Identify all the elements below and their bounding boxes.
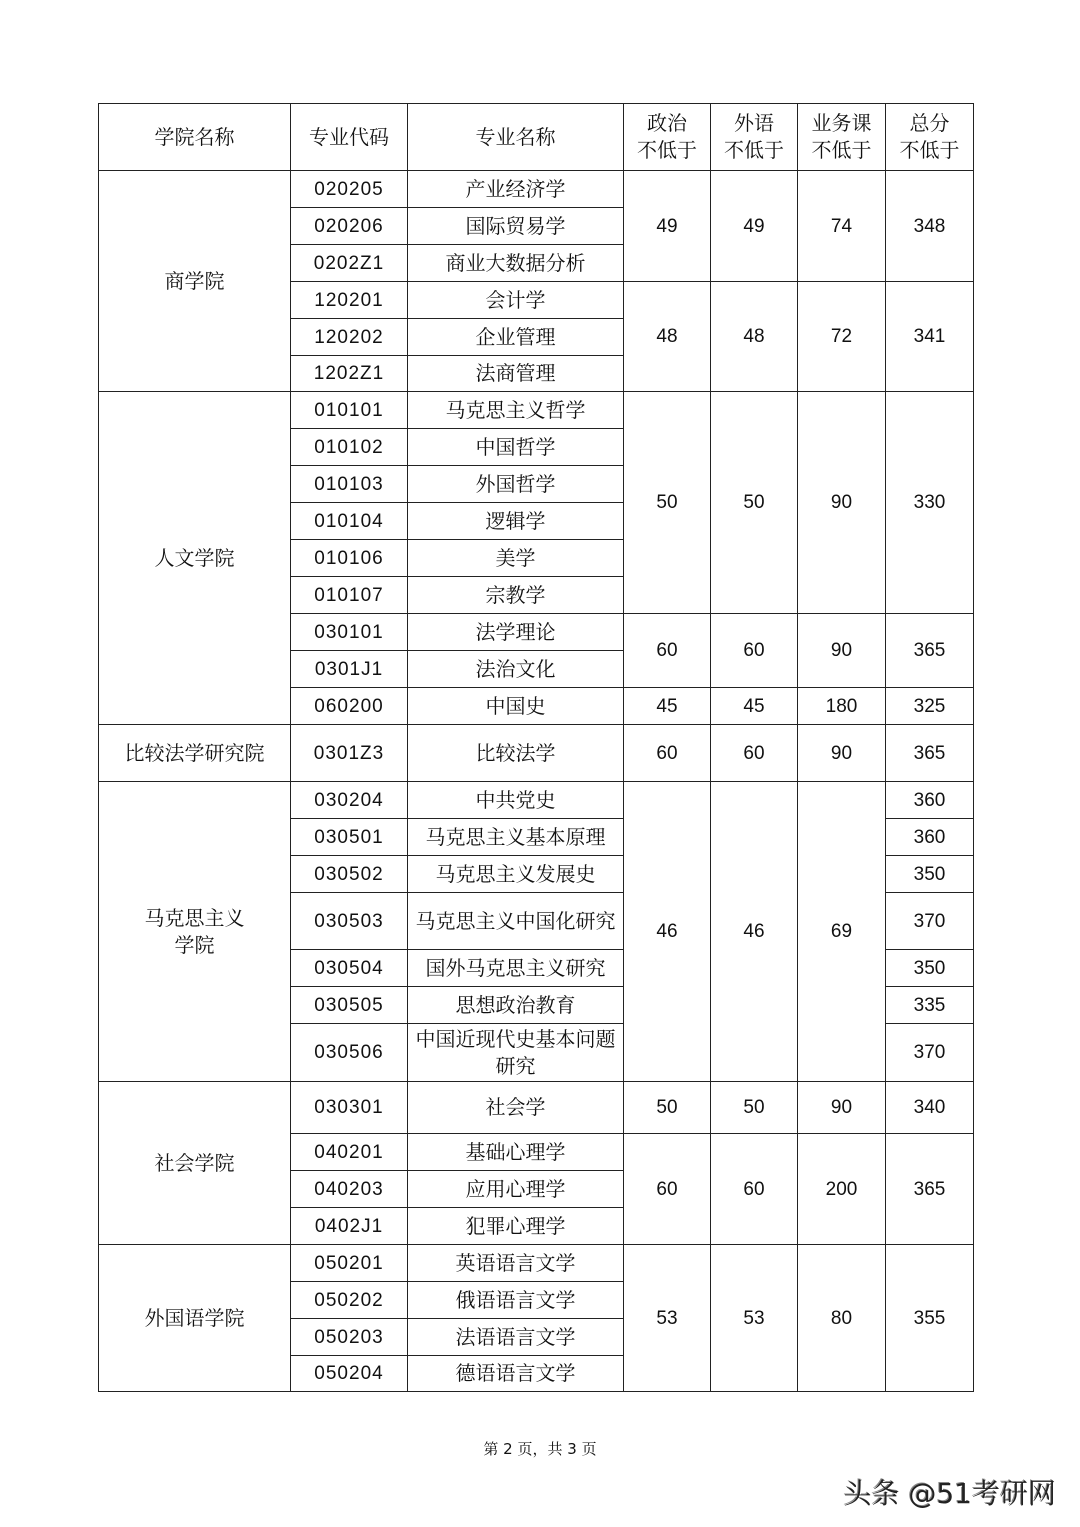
major-name: 德语语言文学 xyxy=(408,1356,624,1392)
major-name: 逻辑学 xyxy=(408,503,624,540)
total-min-score: 350 xyxy=(886,856,974,893)
course-min-score: 80 xyxy=(798,1245,886,1392)
header-college: 学院名称 xyxy=(99,104,291,171)
college-name-text: 人文学院 xyxy=(154,545,235,570)
page-number: 第 2 页，共 3 页 xyxy=(483,1440,597,1458)
major-code: 010102 xyxy=(291,429,408,466)
total-min-score: 341 xyxy=(886,282,974,392)
major-name: 企业管理 xyxy=(408,319,624,356)
major-code: 010106 xyxy=(291,540,408,577)
politics-min-score: 49 xyxy=(624,171,711,282)
total-min-score: 355 xyxy=(886,1245,974,1392)
major-code: 060200 xyxy=(291,688,408,725)
course-min-score: 200 xyxy=(798,1134,886,1245)
header-politics: 政治 不低于 xyxy=(624,104,711,171)
major-code: 050201 xyxy=(291,1245,408,1282)
major-code: 0402J1 xyxy=(291,1208,408,1245)
major-code: 030503 xyxy=(291,893,408,950)
major-name: 法商管理 xyxy=(408,356,624,392)
major-code: 030504 xyxy=(291,950,408,987)
total-min-score: 335 xyxy=(886,987,974,1024)
college-name-text: 比较法学研究院 xyxy=(124,740,265,765)
major-name: 马克思主义基本原理 xyxy=(408,819,624,856)
total-min-score: 330 xyxy=(886,392,974,614)
major-code: 020206 xyxy=(291,208,408,245)
politics-min-score: 50 xyxy=(624,1082,711,1134)
college-name-text: 商学院 xyxy=(164,268,225,293)
header-major: 专业名称 xyxy=(408,104,624,171)
table-header-row xyxy=(99,104,974,171)
major-name: 外国哲学 xyxy=(408,466,624,503)
table-row xyxy=(99,782,974,819)
table-row xyxy=(99,392,974,429)
major-name: 比较法学 xyxy=(408,725,624,782)
foreign-min-score: 60 xyxy=(711,725,798,782)
foreign-min-score: 50 xyxy=(711,1082,798,1134)
major-name: 会计学 xyxy=(408,282,624,319)
college-name-text: 外国语学院 xyxy=(144,1305,245,1330)
total-min-score: 360 xyxy=(886,782,974,819)
major-code: 0301Z3 xyxy=(291,725,408,782)
header-code: 专业代码 xyxy=(291,104,408,171)
major-code: 050203 xyxy=(291,1319,408,1356)
major-code: 040203 xyxy=(291,1171,408,1208)
major-code: 010104 xyxy=(291,503,408,540)
course-min-score: 90 xyxy=(798,1082,886,1134)
major-name: 犯罪心理学 xyxy=(408,1208,624,1245)
major-name: 法语语言文学 xyxy=(408,1319,624,1356)
major-name: 商业大数据分析 xyxy=(408,245,624,282)
major-code: 010101 xyxy=(291,392,408,429)
major-name: 中国哲学 xyxy=(408,429,624,466)
college-name xyxy=(99,392,291,725)
major-name: 思想政治教育 xyxy=(408,987,624,1024)
foreign-min-score: 48 xyxy=(711,282,798,392)
header-course: 业务课 不低于 xyxy=(798,104,886,171)
college-name xyxy=(99,725,291,782)
politics-min-score: 53 xyxy=(624,1245,711,1392)
course-min-score: 90 xyxy=(798,392,886,614)
total-min-score: 365 xyxy=(886,1134,974,1245)
major-code: 050204 xyxy=(291,1356,408,1392)
politics-min-score: 45 xyxy=(624,688,711,725)
major-code: 040201 xyxy=(291,1134,408,1171)
watermark: 头条 @51考研网 xyxy=(843,1477,1056,1510)
foreign-min-score: 46 xyxy=(711,782,798,1082)
major-name: 马克思主义哲学 xyxy=(408,392,624,429)
college-name xyxy=(99,1245,291,1392)
major-code: 120201 xyxy=(291,282,408,319)
major-name: 基础心理学 xyxy=(408,1134,624,1171)
foreign-min-score: 53 xyxy=(711,1245,798,1392)
major-name: 马克思主义发展史 xyxy=(408,856,624,893)
total-min-score: 325 xyxy=(886,688,974,725)
header-foreign: 外语 不低于 xyxy=(711,104,798,171)
total-min-score: 370 xyxy=(886,893,974,950)
table-row xyxy=(99,1245,974,1282)
politics-min-score: 50 xyxy=(624,392,711,614)
college-name xyxy=(99,1082,291,1245)
major-code: 1202Z1 xyxy=(291,356,408,392)
major-name: 宗教学 xyxy=(408,577,624,614)
course-min-score: 90 xyxy=(798,725,886,782)
foreign-min-score: 49 xyxy=(711,171,798,282)
major-code: 0202Z1 xyxy=(291,245,408,282)
total-min-score: 348 xyxy=(886,171,974,282)
major-code: 020205 xyxy=(291,171,408,208)
major-code: 030506 xyxy=(291,1024,408,1082)
major-code: 010107 xyxy=(291,577,408,614)
header-total: 总分 不低于 xyxy=(886,104,974,171)
politics-min-score: 48 xyxy=(624,282,711,392)
politics-min-score: 60 xyxy=(624,614,711,688)
major-name: 法学理论 xyxy=(408,614,624,651)
total-min-score: 365 xyxy=(886,614,974,688)
major-name: 法治文化 xyxy=(408,651,624,688)
politics-min-score: 60 xyxy=(624,725,711,782)
college-name-text: 马克思主义学院 xyxy=(144,905,245,957)
total-min-score: 365 xyxy=(886,725,974,782)
table-row xyxy=(99,1082,974,1134)
major-code: 030501 xyxy=(291,819,408,856)
politics-min-score: 46 xyxy=(624,782,711,1082)
course-min-score: 72 xyxy=(798,282,886,392)
major-name: 美学 xyxy=(408,540,624,577)
table-row xyxy=(99,171,974,208)
foreign-min-score: 60 xyxy=(711,1134,798,1245)
total-min-score: 370 xyxy=(886,1024,974,1082)
course-min-score: 180 xyxy=(798,688,886,725)
foreign-min-score: 50 xyxy=(711,392,798,614)
major-name: 社会学 xyxy=(408,1082,624,1134)
course-min-score: 69 xyxy=(798,782,886,1082)
politics-min-score: 60 xyxy=(624,1134,711,1245)
college-name xyxy=(99,171,291,392)
major-name: 应用心理学 xyxy=(408,1171,624,1208)
score-table xyxy=(98,103,974,1392)
major-name: 英语语言文学 xyxy=(408,1245,624,1282)
table-row xyxy=(99,725,974,782)
foreign-min-score: 60 xyxy=(711,614,798,688)
major-code: 030301 xyxy=(291,1082,408,1134)
major-name: 产业经济学 xyxy=(408,171,624,208)
major-name: 中国近现代史基本问题研究 xyxy=(408,1024,624,1082)
major-code: 030204 xyxy=(291,782,408,819)
course-min-score: 90 xyxy=(798,614,886,688)
major-name: 中共党史 xyxy=(408,782,624,819)
major-name: 国外马克思主义研究 xyxy=(408,950,624,987)
major-name: 马克思主义中国化研究 xyxy=(408,893,624,950)
course-min-score: 74 xyxy=(798,171,886,282)
total-min-score: 350 xyxy=(886,950,974,987)
total-min-score: 340 xyxy=(886,1082,974,1134)
major-name: 国际贸易学 xyxy=(408,208,624,245)
major-code: 050202 xyxy=(291,1282,408,1319)
major-name: 中国史 xyxy=(408,688,624,725)
major-code: 030505 xyxy=(291,987,408,1024)
major-name: 俄语语言文学 xyxy=(408,1282,624,1319)
major-code: 0301J1 xyxy=(291,651,408,688)
foreign-min-score: 45 xyxy=(711,688,798,725)
major-code: 010103 xyxy=(291,466,408,503)
major-code: 030101 xyxy=(291,614,408,651)
college-name-text: 社会学院 xyxy=(154,1150,235,1175)
major-code: 030502 xyxy=(291,856,408,893)
major-code: 120202 xyxy=(291,319,408,356)
college-name xyxy=(99,782,291,1082)
total-min-score: 360 xyxy=(886,819,974,856)
